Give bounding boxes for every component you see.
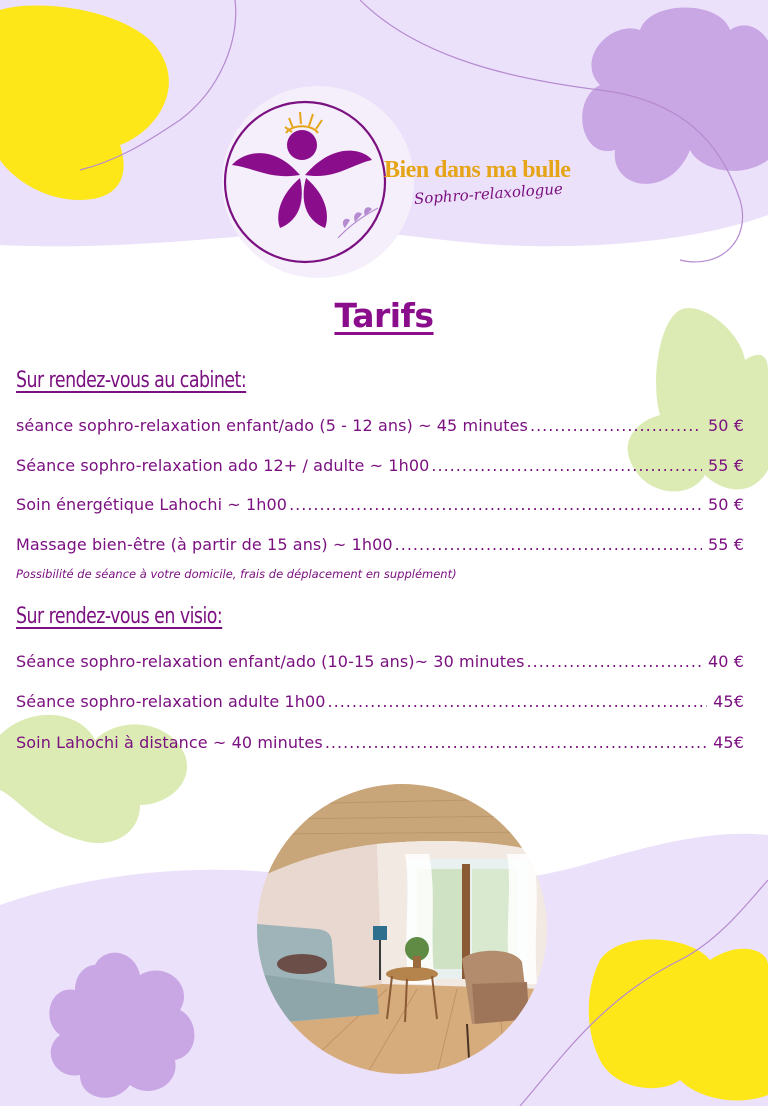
service-label: Massage bien-être (à partir de 15 ans) ~ 1h00 [16, 535, 393, 554]
price-row [16, 456, 744, 475]
service-label: Soin énergétique Lahochi ~ 1h00 [16, 495, 288, 514]
section-heading-visio: Sur rendez-vous en visio: [16, 604, 223, 629]
service-label: séance sophro-relaxation enfant/ado (5 - 12 ans) ~ 45 minutes [16, 416, 528, 435]
home-visit-note: Possibilité de séance à votre domicile, frais de déplacement en supplément) [16, 567, 457, 581]
section-heading-cabinet: Sur rendez-vous au cabinet: [16, 368, 247, 393]
price-row [16, 535, 744, 554]
dot-leader [328, 692, 708, 711]
page-title [0, 296, 768, 335]
service-price: 55 € [707, 456, 744, 475]
dot-leader [325, 733, 707, 752]
service-label: Soin Lahochi à distance ~ 40 minutes [16, 733, 323, 752]
price-row [16, 733, 744, 752]
brand-name: Bien dans ma bulle [384, 157, 571, 183]
yellow-blob-bottom-right [589, 939, 768, 1100]
brand-tagline: Sophro-relaxologue [413, 179, 564, 208]
dot-leader [527, 652, 702, 671]
dot-leader [431, 456, 702, 475]
service-price: 50 € [707, 495, 744, 514]
service-price: 50 € [707, 416, 744, 435]
price-row [16, 416, 744, 435]
dot-leader [395, 535, 702, 554]
dot-leader [530, 416, 702, 435]
price-row [16, 692, 744, 711]
service-price: 45€ [713, 733, 744, 752]
service-price: 55 € [707, 535, 744, 554]
page-title-text: Tarifs [334, 296, 434, 335]
service-price: 45€ [713, 692, 744, 711]
service-label: Séance sophro-relaxation ado 12+ / adulte ~ 1h00 [16, 456, 430, 475]
price-row [16, 652, 744, 671]
service-label: Séance sophro-relaxation enfant/ado (10-15 ans)~ 30 minutes [16, 652, 525, 671]
room-illustration [257, 784, 547, 1074]
service-price: 40 € [707, 652, 744, 671]
cabinet-room-photo [257, 784, 547, 1074]
dot-leader [289, 495, 702, 514]
price-row [16, 495, 744, 514]
service-label: Séance sophro-relaxation adulte 1h00 [16, 692, 326, 711]
